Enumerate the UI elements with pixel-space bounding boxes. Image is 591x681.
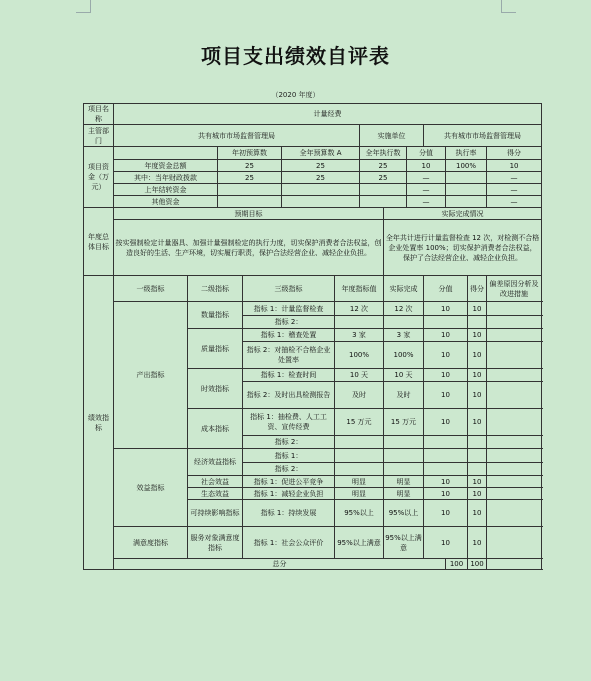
perf-target bbox=[335, 316, 384, 329]
project-name-label: 项目名称 bbox=[84, 104, 114, 125]
perf-sub-serve: 服务对象满意度指标 bbox=[188, 527, 243, 559]
impl-unit-value: 共有城市市场监督管理局 bbox=[424, 125, 542, 147]
perf-score: 10 bbox=[424, 382, 468, 409]
perf-sub-cost: 成本指标 bbox=[188, 409, 243, 449]
perf-h-reason: 偏差原因分析及改进措施 bbox=[487, 276, 542, 302]
funds-col-got: 得分 bbox=[487, 147, 542, 160]
goals-expected-header: 预期目标 bbox=[114, 208, 384, 220]
perf-score: 10 bbox=[424, 500, 468, 527]
year-label: （2020 年度） bbox=[271, 91, 320, 99]
funds-row-score: 10 bbox=[407, 160, 446, 172]
perf-target bbox=[335, 449, 384, 463]
perf-score: 10 bbox=[424, 302, 468, 316]
goals-label: 年度总体目标 bbox=[84, 208, 114, 276]
perf-got: 10 bbox=[468, 476, 487, 488]
perf-actual: 95%以上满意 bbox=[384, 527, 424, 559]
project-name-value: 计量经费 bbox=[114, 104, 542, 125]
perf-indicator: 指标 1：稽查处置 bbox=[243, 329, 335, 342]
perf-score: 10 bbox=[424, 476, 468, 488]
perf-got: 10 bbox=[468, 329, 487, 342]
funds-row-exec bbox=[360, 196, 407, 208]
funds-row-rate: 100% bbox=[446, 160, 487, 172]
impl-unit-label: 实施单位 bbox=[360, 125, 424, 147]
funds-row-rate bbox=[446, 196, 487, 208]
perf-got bbox=[468, 449, 487, 463]
perf-indicator: 指标 1：社会公众评价 bbox=[243, 527, 335, 559]
funds-row-full bbox=[282, 184, 360, 196]
perf-indicator: 指标 2： bbox=[243, 463, 335, 476]
perf-target: 95%以上满意 bbox=[335, 527, 384, 559]
document-title: 项目支出绩效自评表 bbox=[201, 44, 390, 68]
goals-expected-text: 按实强制检定计量器具、加强计量强制检定的执行力度，切实保护消费者合法权益，创造良好的生活、生产环境，切实履行职责，保护合法经营企业、减轻企业负担。 bbox=[114, 220, 384, 276]
perf-h-actual: 实际完成 bbox=[384, 276, 424, 302]
funds-row-name: 上年结转资金 bbox=[114, 184, 218, 196]
perf-target: 100% bbox=[335, 342, 384, 369]
funds-row-exec bbox=[360, 184, 407, 196]
perf-indicator: 指标 2： bbox=[243, 436, 335, 449]
perf-score: 10 bbox=[424, 369, 468, 382]
perf-got: 10 bbox=[468, 382, 487, 409]
perf-actual bbox=[384, 436, 424, 449]
funds-row-score: — bbox=[407, 184, 446, 196]
funds-row bbox=[84, 160, 542, 172]
perf-target: 95%以上 bbox=[335, 500, 384, 527]
perf-cat-benefit: 效益指标 bbox=[114, 449, 188, 527]
perf-sub-quality: 质量指标 bbox=[188, 329, 243, 369]
perf-target: 3 家 bbox=[335, 329, 384, 342]
self-evaluation-table bbox=[83, 103, 542, 570]
perf-actual bbox=[384, 316, 424, 329]
perf-got: 10 bbox=[468, 527, 487, 559]
perf-indicator: 指标 2：及时出具检测报告 bbox=[243, 382, 335, 409]
funds-row-score: — bbox=[407, 196, 446, 208]
dept-value: 共有城市市场监督管理局 bbox=[114, 125, 360, 147]
perf-actual: 15 万元 bbox=[384, 409, 424, 436]
funds-row-initial bbox=[218, 184, 282, 196]
perf-actual: 10 天 bbox=[384, 369, 424, 382]
perf-got: 10 bbox=[468, 488, 487, 500]
funds-row-got: — bbox=[487, 196, 542, 208]
perf-side-label: 绩效指标 bbox=[84, 276, 114, 570]
perf-got bbox=[468, 463, 487, 476]
perf-sub-econ: 经济效益指标 bbox=[188, 449, 243, 476]
dept-label: 主管部门 bbox=[84, 125, 114, 147]
funds-row-got: — bbox=[487, 184, 542, 196]
perf-got bbox=[468, 316, 487, 329]
perf-indicator: 指标 2： bbox=[243, 316, 335, 329]
funds-row-initial: 25 bbox=[218, 160, 282, 172]
perf-sub-time: 时效指标 bbox=[188, 369, 243, 409]
perf-cat-satisfaction: 满意度指标 bbox=[114, 527, 188, 559]
perf-actual bbox=[384, 449, 424, 463]
perf-sub-social: 社会效益 bbox=[188, 476, 243, 488]
funds-row-exec: 25 bbox=[360, 172, 407, 184]
perf-actual bbox=[384, 463, 424, 476]
perf-indicator: 指标 1：计量监督检查 bbox=[243, 302, 335, 316]
funds-col-full: 全年预算数 A bbox=[282, 147, 360, 160]
funds-col-score: 分值 bbox=[407, 147, 446, 160]
perf-score: 10 bbox=[424, 488, 468, 500]
perf-indicator: 指标 1： bbox=[243, 449, 335, 463]
perf-sub-sustain: 可持续影响指标 bbox=[188, 500, 243, 527]
funds-row-exec: 25 bbox=[360, 160, 407, 172]
funds-row-full: 25 bbox=[282, 160, 360, 172]
perf-h-level2: 二级指标 bbox=[188, 276, 243, 302]
funds-label: 项目资金（万元） bbox=[84, 147, 114, 208]
table-row bbox=[84, 449, 542, 463]
perf-target: 明显 bbox=[335, 488, 384, 500]
perf-actual: 100% bbox=[384, 342, 424, 369]
perf-cat-output: 产出指标 bbox=[114, 302, 188, 449]
funds-row-rate bbox=[446, 184, 487, 196]
perf-got: 10 bbox=[468, 342, 487, 369]
perf-score: 10 bbox=[424, 527, 468, 559]
funds-row-full bbox=[282, 196, 360, 208]
perf-got: 10 bbox=[468, 500, 487, 527]
perf-target: 15 万元 bbox=[335, 409, 384, 436]
perf-actual: 及时 bbox=[384, 382, 424, 409]
perf-h-score: 分值 bbox=[424, 276, 468, 302]
perf-target: 明显 bbox=[335, 476, 384, 488]
funds-row-name: 其中：当年财政拨款 bbox=[114, 172, 218, 184]
total-got: 100 bbox=[468, 559, 487, 570]
perf-h-got: 得分 bbox=[468, 276, 487, 302]
perf-indicator: 指标 1：减轻企业负担 bbox=[243, 488, 335, 500]
perf-target bbox=[335, 436, 384, 449]
funds-row-name: 其他资金 bbox=[114, 196, 218, 208]
perf-score bbox=[424, 316, 468, 329]
funds-row-got: — bbox=[487, 172, 542, 184]
perf-score: 10 bbox=[424, 409, 468, 436]
page-corner-mark-left bbox=[76, 0, 91, 13]
perf-h-target: 年度指标值 bbox=[335, 276, 384, 302]
perf-got: 10 bbox=[468, 302, 487, 316]
perf-target: 及时 bbox=[335, 382, 384, 409]
perf-target: 12 次 bbox=[335, 302, 384, 316]
perf-score bbox=[424, 449, 468, 463]
table-row bbox=[84, 527, 542, 559]
perf-score: 10 bbox=[424, 329, 468, 342]
total-label: 总分 bbox=[114, 559, 446, 570]
perf-indicator: 指标 1：促进公平竞争 bbox=[243, 476, 335, 488]
funds-row-initial: 25 bbox=[218, 172, 282, 184]
perf-sub-quantity: 数量指标 bbox=[188, 302, 243, 329]
perf-h-level3: 三级指标 bbox=[243, 276, 335, 302]
funds-row bbox=[84, 184, 542, 196]
perf-indicator: 指标 2：对抽检不合格企业处置率 bbox=[243, 342, 335, 369]
perf-target: 10 天 bbox=[335, 369, 384, 382]
perf-target bbox=[335, 463, 384, 476]
perf-actual: 3 家 bbox=[384, 329, 424, 342]
perf-actual: 明显 bbox=[384, 476, 424, 488]
funds-row-score: — bbox=[407, 172, 446, 184]
perf-actual: 95%以上 bbox=[384, 500, 424, 527]
total-score: 100 bbox=[446, 559, 468, 570]
funds-row bbox=[84, 196, 542, 208]
perf-actual: 明显 bbox=[384, 488, 424, 500]
funds-row-got: 10 bbox=[487, 160, 542, 172]
perf-indicator: 指标 1：检查时间 bbox=[243, 369, 335, 382]
perf-actual: 12 次 bbox=[384, 302, 424, 316]
perf-got: 10 bbox=[468, 369, 487, 382]
funds-row bbox=[84, 172, 542, 184]
perf-indicator: 指标 1：持续发展 bbox=[243, 500, 335, 527]
table-row bbox=[84, 302, 542, 316]
perf-indicator: 指标 1：抽检费、人工工资、宣传经费 bbox=[243, 409, 335, 436]
perf-score bbox=[424, 463, 468, 476]
perf-got: 10 bbox=[468, 409, 487, 436]
funds-col-exec: 全年执行数 bbox=[360, 147, 407, 160]
funds-row-name: 年度资金总额 bbox=[114, 160, 218, 172]
perf-got bbox=[468, 436, 487, 449]
goals-actual-text: 全年共计进行计量监督检查 12 次，对检测不合格企业处置率 100%；切实保护消费者合法权益，保护了合法经营企业、减轻企业负担。 bbox=[384, 220, 542, 276]
perf-score bbox=[424, 436, 468, 449]
funds-row-full: 25 bbox=[282, 172, 360, 184]
funds-row-rate bbox=[446, 172, 487, 184]
page-corner-mark-right bbox=[501, 0, 516, 13]
total-row bbox=[84, 559, 542, 570]
goals-actual-header: 实际完成情况 bbox=[384, 208, 542, 220]
perf-score: 10 bbox=[424, 342, 468, 369]
perf-h-level1: 一级指标 bbox=[114, 276, 188, 302]
funds-row-initial bbox=[218, 196, 282, 208]
funds-col-initial: 年初预算数 bbox=[218, 147, 282, 160]
funds-col-rate: 执行率 bbox=[446, 147, 487, 160]
perf-sub-eco: 生态效益 bbox=[188, 488, 243, 500]
